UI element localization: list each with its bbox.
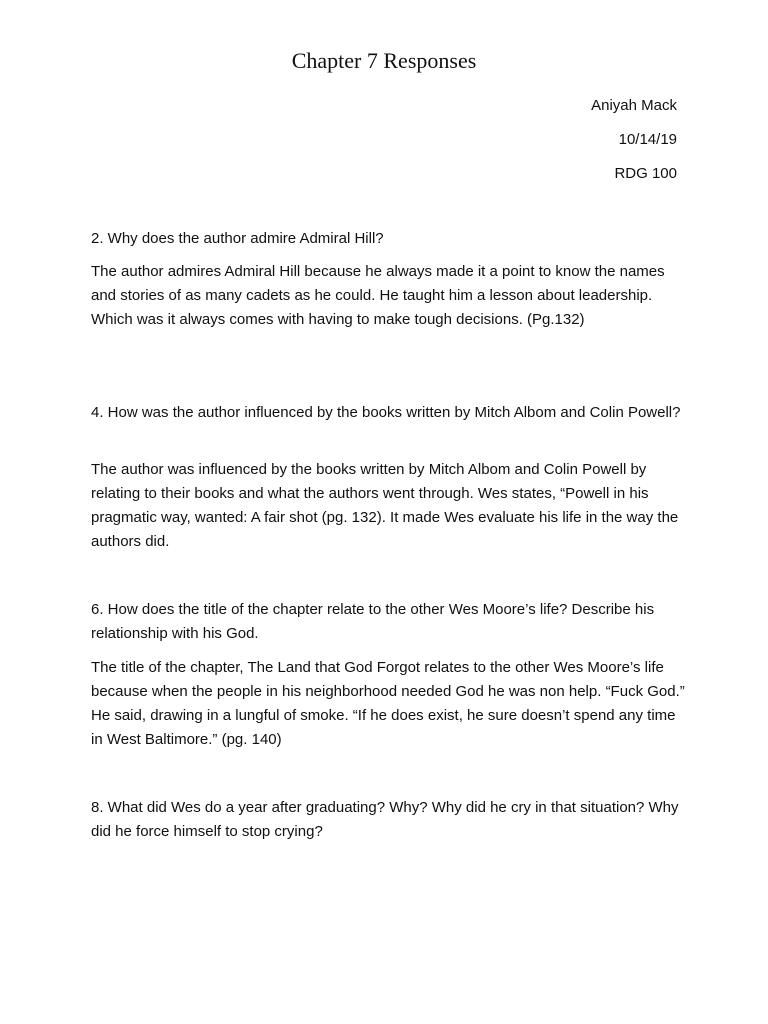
question-6: 6. How does the title of the chapter relate to the other Wes Moore’s life? Describe his relationship with his God. <box>91 601 655 642</box>
answer-2: The author admires Admiral Hill because he always made it a point to know the names and stories of as many cadets as he could. He taught him a lesson about leadership. Which was it always comes with having to make tough decisions. (Pg.132) <box>91 263 665 328</box>
course-code: RDG 100 <box>614 165 677 182</box>
question-4: 4. How was the author influenced by the books written by Mitch Albom and Colin Powell? <box>91 404 681 421</box>
author-name: Aniyah Mack <box>591 97 677 114</box>
answer-6: The title of the chapter, The Land that God Forgot relates to the other Wes Moore’s life because when the people in his neighborhood needed God he was non help. “Fuck God.” He said, drawing in a lungful of smoke. “If he does exist, he sure doesn’t spend any time in West Baltimore.” (pg. 140) <box>91 659 685 748</box>
answer-4: The author was influenced by the books written by Mitch Albom and Colin Powell by relating to their books and what the authors went through. Wes states, “Powell in his pragmatic way, wanted: A fair shot (pg. 132). It made Wes evaluate his life in the way the authors did. <box>91 461 679 550</box>
document-date: 10/14/19 <box>618 131 677 148</box>
question-2: 2. Why does the author admire Admiral Hill? <box>91 230 384 247</box>
question-8: 8. What did Wes do a year after graduating? Why? Why did he cry in that situation? Why did he force himself to stop crying? <box>91 799 679 840</box>
document-title: Chapter 7 Responses <box>291 48 477 73</box>
